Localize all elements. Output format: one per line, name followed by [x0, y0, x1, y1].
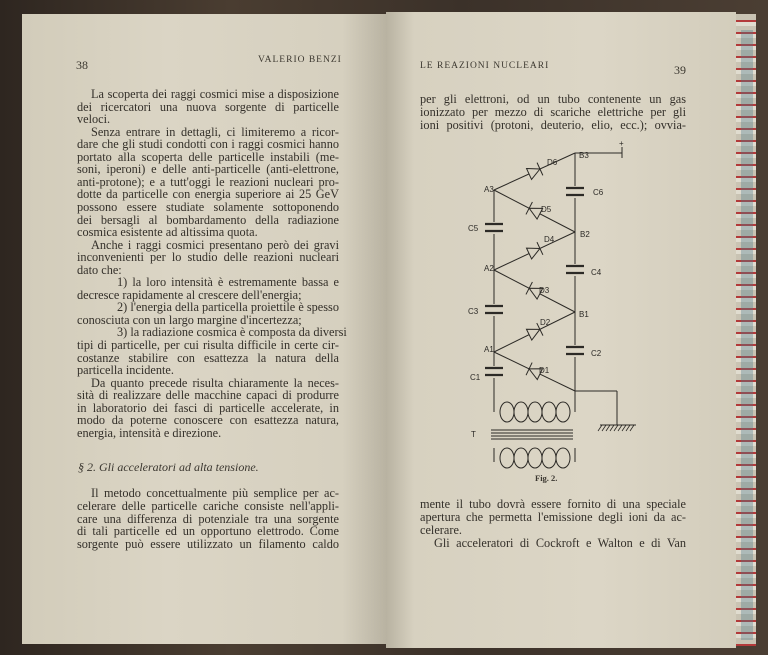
coil-icon [500, 402, 570, 422]
label-D6: D6 [547, 158, 558, 167]
text-line: decresce rapidamente al crescere dell'energia; [77, 287, 302, 302]
text-line: possono essere studiate solamente sottoponendo [77, 199, 339, 214]
text-line: mente il tubo dovrà essere fornito di una speciale [420, 497, 686, 511]
text-line: dei ricercatori una nuova sorgente di particelle [77, 99, 339, 114]
text-line: soni, iperoni) e delle anti-particelle (anti-elettrone, [77, 162, 339, 177]
text-line: ionizzato per mezzo di scariche elettriche per gli [420, 105, 686, 119]
text-line: dato che: [77, 262, 122, 277]
running-head-left: VALERIO BENZI [258, 55, 342, 65]
text-line: sorgente può essere utilizzato un filamento caldo [77, 537, 339, 552]
diode-icon [526, 163, 543, 181]
text-line: modo da poterne conoscere con esattezza natura, [77, 413, 339, 428]
label-B3: B3 [579, 151, 589, 160]
ground-icon [598, 425, 634, 431]
text-line: dotte da particelle con energia superiore ai 25 GeV [77, 187, 339, 202]
text-line: Da quanto precede risulta chiaramente la neces- [91, 375, 339, 390]
label-A1: A1 [484, 345, 494, 354]
label-T: T [471, 430, 476, 439]
text-line: celerare delle particelle cariche consiste nell'appli- [77, 498, 339, 513]
label-A3: A3 [484, 185, 494, 194]
label-C4: C4 [591, 268, 602, 277]
page-number-right: 39 [674, 63, 686, 77]
diode-icon [526, 242, 543, 260]
text-line: in laboratorio dei fasci di particelle accelerate, in [77, 400, 339, 415]
label-D2: D2 [540, 318, 551, 327]
text-line: veloci. [77, 112, 111, 127]
text-line: per gli elettroni, od un tubo contenente un gas [420, 92, 686, 106]
text-line: celerare. [420, 523, 462, 537]
section-heading: § 2. Gli acceleratori ad alta tensione. [78, 460, 259, 474]
text-line: conosciuta con un largo margine d'incertezza; [77, 312, 302, 327]
text-line: dei bersagli al bombardamento della radiazione [77, 212, 339, 227]
text-line: energia, intensità e direzione. [77, 425, 222, 440]
text-line: 2) l'energia della particella proiettile è spesso [117, 300, 339, 315]
text-line: Gli acceleratori di Cockroft e Walton e di Van [434, 536, 686, 550]
text-line: care una differenza di potenziale tra una sorgente [77, 511, 339, 526]
text-line: Il metodo concettualmente più semplice per ac- [91, 486, 339, 500]
text-line: particella incidente. [77, 363, 174, 378]
coil-icon [500, 448, 570, 468]
label-D4: D4 [544, 235, 555, 244]
text-line: tipi di particelle, per cui risulta difficile in certe cir- [77, 338, 339, 352]
text-line: dare che gli studi condotti con i raggi cosmici hanno [77, 137, 339, 152]
text-line: portato alla scoperta delle particelle instabili (me- [77, 149, 339, 164]
label-C3: C3 [468, 307, 479, 316]
label-A2: A2 [484, 264, 494, 273]
label-B1: B1 [579, 310, 589, 319]
text-line: apertura che permetta l'emissione degli ioni da ac- [420, 510, 686, 524]
label-plus: + [619, 139, 624, 148]
text-line: cosmica esistente ad altissima quota. [77, 225, 258, 240]
text-line: ioni positivi (protoni, deuterio, elio, ecc.); ovvia- [420, 118, 686, 132]
text-line: Senza entrare in dettagli, ci limiteremo a ricor- [91, 124, 339, 139]
running-head-right: LE REAZIONI NUCLEARI [420, 61, 550, 71]
label-D3: D3 [539, 286, 550, 295]
label-D5: D5 [541, 205, 552, 214]
label-C1: C1 [470, 373, 481, 382]
label-B2: B2 [580, 230, 590, 239]
label-C5: C5 [468, 224, 479, 233]
page-number-left: 38 [76, 58, 88, 72]
text-line: sità di realizzare delle macchine capaci di produrre [77, 388, 339, 403]
label-C6: C6 [593, 188, 604, 197]
label-D1: D1 [539, 366, 550, 375]
text-line: di tali particelle ed un opportuno elettrodo. Come [77, 524, 339, 539]
text-line: 3) la radiazione cosmica è composta da diversi [117, 325, 347, 340]
text-line: anti-protone); e a tutt'oggi le reazioni nucleari pro- [77, 174, 339, 189]
label-C2: C2 [591, 349, 602, 358]
text-line: La scoperta dei raggi cosmici mise a disposizione [91, 87, 339, 101]
text-line: Anche i raggi cosmici presentano però dei gravi [91, 237, 339, 252]
figure-caption: Fig. 2. [535, 473, 558, 483]
text-line: inconvenienti per lo studio delle reazioni nucleari [77, 250, 339, 265]
text-line: costanze stabilire con esattezza la natura della [77, 350, 339, 365]
text-line: 1) la loro intensità è estremamente bassa e [117, 275, 339, 290]
